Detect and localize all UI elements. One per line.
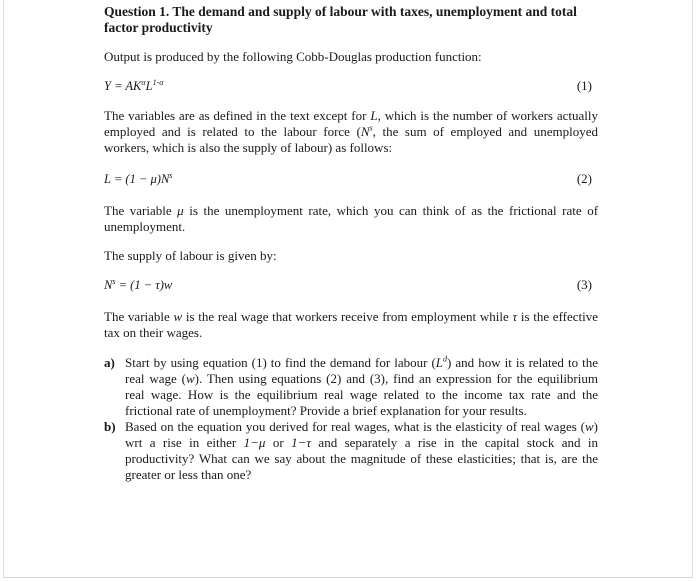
qb-text-2: ) wrt a rise in either — [125, 419, 598, 450]
p2-text-a: The variable — [104, 203, 172, 218]
intro-text: Output is produced by the following Cobb-Douglas production function: — [104, 49, 482, 64]
paragraph-real-wage — [104, 309, 598, 341]
p1-var-l: L — [370, 108, 378, 123]
qb-var-w: w — [584, 419, 594, 434]
question-b — [104, 419, 598, 483]
qa-var-w: w — [185, 371, 195, 386]
eq2-text: L = (1 − μ)N — [104, 172, 170, 186]
p4-text-a: The variable — [104, 309, 170, 324]
eq3-sup: s — [112, 276, 116, 286]
equation-1: $Y = AK^\alpha L^{1-\alpha}$ (1) — [104, 77, 592, 93]
eq1-exp-one-minus-alpha: 1-α — [152, 77, 164, 87]
p1-text-b: , which is the number of workers actually employed and is related to the labour force ( — [104, 108, 599, 139]
p4-text-b: is the real wage that workers receive from employment while — [185, 309, 509, 324]
eq3-rhs: = (1 − τ)w — [115, 278, 173, 292]
question-a — [104, 355, 598, 419]
paragraph-unemployment-rate — [104, 203, 598, 235]
p1-var-n: N — [360, 124, 370, 139]
eq3-lhs: N — [104, 278, 113, 292]
p4-text-c: is the effective tax on their wages. — [104, 309, 599, 340]
qa-text-2: ) and how it is related to the real wage ( — [125, 355, 598, 386]
equation-2 — [104, 171, 598, 189]
question-a-marker: a) — [104, 355, 115, 370]
qa-var-d: d — [443, 354, 448, 364]
p2-text-b: is the unemployment rate, which you can think of as the frictional rate of unemployment. — [104, 203, 599, 234]
qa-text-3: ). Then using equations (2) and (3), find an expression for the equilibrium real wage. How is the equilibrium real wage related to the income tax rate and the frictional rate of unemployment? Provide a brief explanation for your results. — [125, 371, 598, 418]
paragraph-variables — [104, 108, 598, 156]
equation-2-number: (2) — [576, 171, 592, 186]
equation-1-number: (1) — [576, 78, 592, 93]
qb-expr-one-minus-mu: 1−μ — [243, 435, 266, 450]
qa-text-1: Start by using equation (1) to find the demand for labour ( — [125, 355, 436, 370]
question-b-marker: b) — [104, 419, 116, 434]
p4-var-tau: τ — [512, 309, 518, 324]
eq1-exp-alpha: α — [141, 77, 146, 87]
eq2-sup: s — [169, 170, 173, 180]
eq1-lhs: Y — [104, 79, 111, 93]
eq1-l: L — [145, 79, 153, 93]
p2-var-mu: μ — [177, 203, 184, 218]
equation-3 — [104, 277, 598, 295]
qb-text-3: or — [272, 435, 284, 450]
question-list — [104, 355, 598, 483]
qa-var-l: L — [435, 355, 444, 370]
question-title: Question 1. The demand and supply of labour with taxes, unemployment and total factor productivity — [104, 4, 577, 35]
equation-3-number: (3) — [576, 277, 592, 292]
qb-text-1: Based on the equation you derived for real wages, what is the elasticity of real wages ( — [125, 419, 585, 434]
p1-text-a: The variables are as defined in the text except for — [104, 108, 367, 123]
question-content — [104, 4, 598, 483]
p4-var-w: w — [173, 309, 183, 324]
paragraph-labour-supply: The supply of labour is given by: — [104, 248, 277, 263]
p1-text-c: , the sum of employed and unemployed workers, which is also the supply of labour) as follows: — [104, 124, 598, 155]
eq1-ak: AK — [125, 79, 142, 93]
qb-expr-one-minus-tau: 1−τ — [291, 435, 312, 450]
p1-var-s: s — [369, 123, 373, 133]
qb-text-4: and separately a rise in the capital stock and in productivity? What can we say about the magnitude of these elasticities; that is, are the greater or less than one? — [125, 435, 599, 482]
